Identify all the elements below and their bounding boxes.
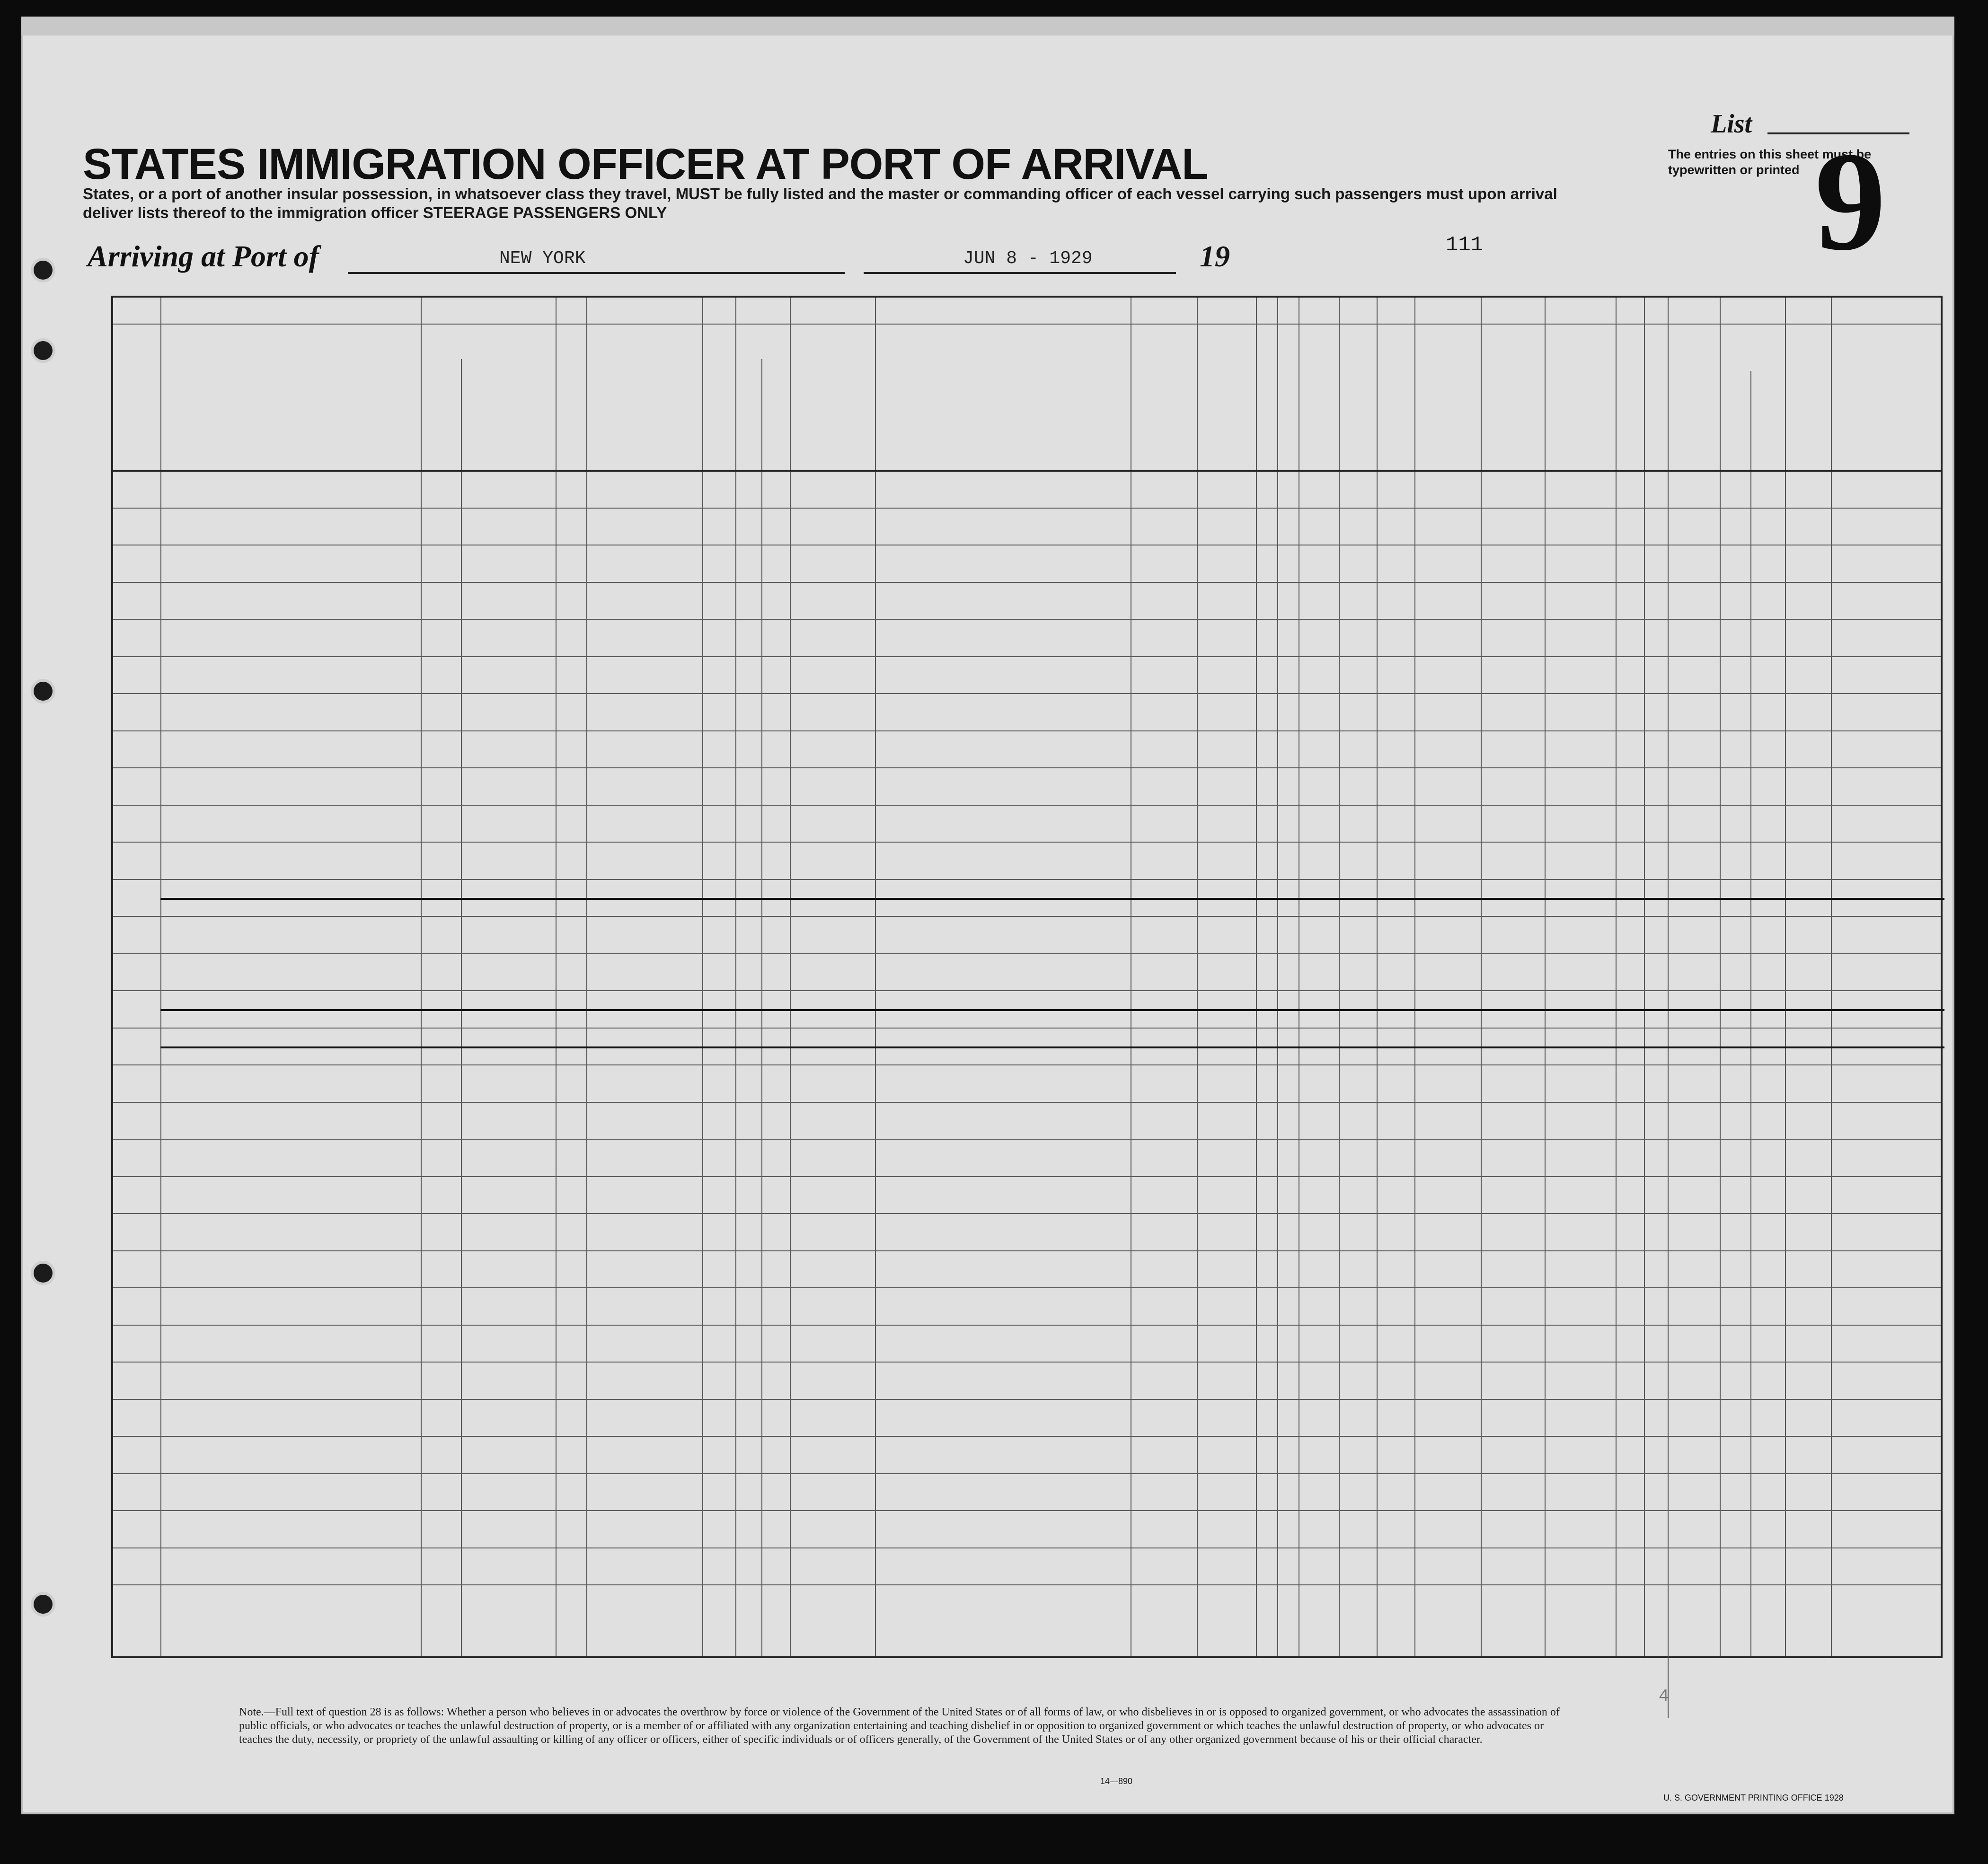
punch-holes: [31, 17, 64, 1814]
column-rule: [1750, 371, 1751, 1656]
year-label: 19: [1200, 239, 1230, 273]
header-marks: [1947, 369, 1988, 397]
header-feet: [1724, 406, 1748, 463]
row-rule: [113, 1399, 1941, 1400]
row-rule: [113, 1064, 1941, 1065]
column-rule: [1545, 298, 1546, 1656]
column-rule: [586, 298, 587, 1656]
header-purpose-length: [1199, 340, 1254, 468]
row-rule: [113, 1287, 1941, 1288]
row-rule: [113, 1250, 1941, 1251]
header-ticket: [558, 331, 584, 468]
row-rule: [113, 842, 1941, 843]
header-money: [738, 331, 787, 468]
row-rule: [113, 1176, 1941, 1177]
row-rule: [113, 508, 1941, 509]
header-deformed: [1646, 357, 1717, 442]
row-rule: [113, 1436, 1941, 1437]
column-rule: [421, 298, 422, 1656]
header-anarchist: [1379, 326, 1412, 468]
header-destination-note: [423, 345, 553, 359]
header-purpose: [1131, 326, 1321, 338]
header-prison: [1301, 326, 1336, 468]
cancel-strike: [160, 898, 1944, 900]
column-rule: [1785, 298, 1786, 1656]
manifest-table: [111, 296, 1943, 1658]
header-state: [423, 411, 459, 425]
page-fold: [21, 17, 1954, 35]
column-rule: [1616, 298, 1617, 1656]
row-rule: [113, 693, 1941, 694]
footnote: Note.—Full text of question 28 is as follows: Whether a person who believes in or advocates the overthrow by force or violence of the Government of the United States or of all forms of law, or who disbelieves in or is opposed to organized government, or who advocates the assassination of public officials, or who advocates or teaches the unlawful destruction of property, or is a member of or affiliated with any organization entertaining and teaching disbelief in or opposition to organized government or which teaches the unlawful destruction of property, or who advocates or teaches the duty, necessity, or propriety of the unlawful assaulting or killing of any officer or officers, either of specific individuals or of officers generally, of the Government of the United States or of any other organized government because of his or their official character.: [239, 1706, 1560, 1746]
header-purpose-citizen: [1258, 340, 1296, 468]
row-rule: [113, 990, 1941, 991]
row-rule: [113, 619, 1941, 620]
column-rule: [1377, 298, 1378, 1656]
column-rule: [1256, 298, 1257, 1656]
entries-note: The entries on this sheet must be typewritten or printed: [1668, 147, 1872, 177]
header-join-relative: [877, 369, 1128, 421]
row-rule: [113, 1028, 1941, 1029]
column-rule: [1644, 298, 1645, 1656]
row-rule: [113, 953, 1941, 954]
header-final-destination: [423, 331, 553, 345]
row-rule: [113, 1325, 1941, 1326]
header-height: [1722, 331, 1784, 345]
row-rule: [113, 1139, 1941, 1140]
punch-hole: [31, 258, 55, 282]
header-purpose-return: [1133, 340, 1194, 468]
row-rule: [113, 730, 1941, 731]
header-where: [847, 404, 873, 418]
header-rule: [113, 324, 1941, 325]
list-label: List: [1711, 109, 1752, 139]
column-rule: [1414, 298, 1415, 1656]
sheet-number: 9: [1815, 123, 1886, 280]
manifest-sheet: [21, 17, 1954, 1814]
header-eyes: [1883, 402, 1944, 416]
header-inches: [1753, 406, 1781, 463]
column-rule: [790, 298, 791, 1656]
header-passage-paid: [589, 335, 700, 364]
column-rule: [1831, 298, 1832, 1656]
column-rule: [702, 298, 703, 1656]
date-value: JUN 8 - 1929: [963, 248, 1093, 269]
port-fill-line: [348, 272, 845, 274]
column-rule: [1277, 298, 1278, 1656]
port-value: NEW YORK: [499, 248, 586, 269]
date-fill-line: [864, 272, 1176, 274]
punch-hole: [31, 1261, 55, 1285]
column-rule: [761, 359, 762, 1656]
header-complexion: [1786, 392, 1831, 411]
cancel-strike: [160, 1009, 1944, 1011]
row-rule: [113, 767, 1941, 768]
row-rule: [113, 582, 1941, 583]
header-passage-note: [589, 366, 700, 468]
row-rule: [113, 805, 1941, 806]
row-rule: [113, 879, 1941, 880]
row-rule: [113, 1362, 1941, 1363]
arrival-label: Arriving at Port of: [88, 239, 319, 273]
header-relative-address: [165, 378, 416, 421]
row-rule: [113, 1510, 1941, 1511]
header-before-in-us: [792, 326, 873, 361]
column-rule: [875, 298, 876, 1656]
row-rule: [113, 1473, 1941, 1474]
row-rule: [113, 1547, 1941, 1548]
list-number: 111: [1446, 233, 1484, 257]
header-hair: [1836, 402, 1883, 416]
column-rule: [160, 298, 161, 1656]
form-code: 14—890: [1100, 1776, 1133, 1786]
row-rule: [113, 916, 1941, 917]
header-color-of: [1836, 331, 1944, 345]
header-health-full: [1582, 357, 1649, 442]
column-rule: [1197, 298, 1198, 1656]
column-rule: [1481, 298, 1482, 1656]
column-rule: [1339, 298, 1340, 1656]
header-city: [463, 411, 553, 425]
row-rule: [113, 1213, 1941, 1214]
printer-code: U. S. GOVERNMENT PRINTING OFFICE 1928: [1663, 1793, 1844, 1802]
form-subtitle: States, or a port of another insular possession, in whatsoever class they travel, MUST be fully listed and the master or commanding officer of each vessel carrying such passengers must upon arrival deliver lists thereof to the immigration officer STEERAGE PASSENGERS ONLY: [83, 185, 1557, 221]
header-rule: [113, 470, 1941, 472]
column-rule: [735, 298, 736, 1656]
cancel-strike: [160, 1046, 1944, 1048]
row-rule: [113, 1102, 1941, 1103]
punch-hole: [31, 1592, 55, 1617]
header-polygamist: [1341, 326, 1374, 468]
punch-hole: [31, 679, 55, 703]
header-if-yes: [818, 361, 873, 376]
header-no-on-list: [115, 378, 158, 421]
punch-hole: [31, 338, 55, 363]
header-overthrow: [1417, 326, 1478, 468]
column-rule: [556, 298, 557, 1656]
row-rule: [113, 1584, 1941, 1585]
column-rule: [461, 359, 462, 1656]
row-rule: [113, 656, 1941, 657]
header-year-period: [818, 392, 847, 440]
column-rule: [1668, 359, 1669, 1718]
column-rule: [1720, 298, 1721, 1656]
form-title: STATES IMMIGRATION OFFICER AT PORT OF ARRIVAL: [83, 140, 1208, 188]
header-yes-no: [792, 392, 817, 430]
header-labor-offer: [1483, 326, 1542, 468]
page-mark: 4: [1659, 1687, 1669, 1706]
